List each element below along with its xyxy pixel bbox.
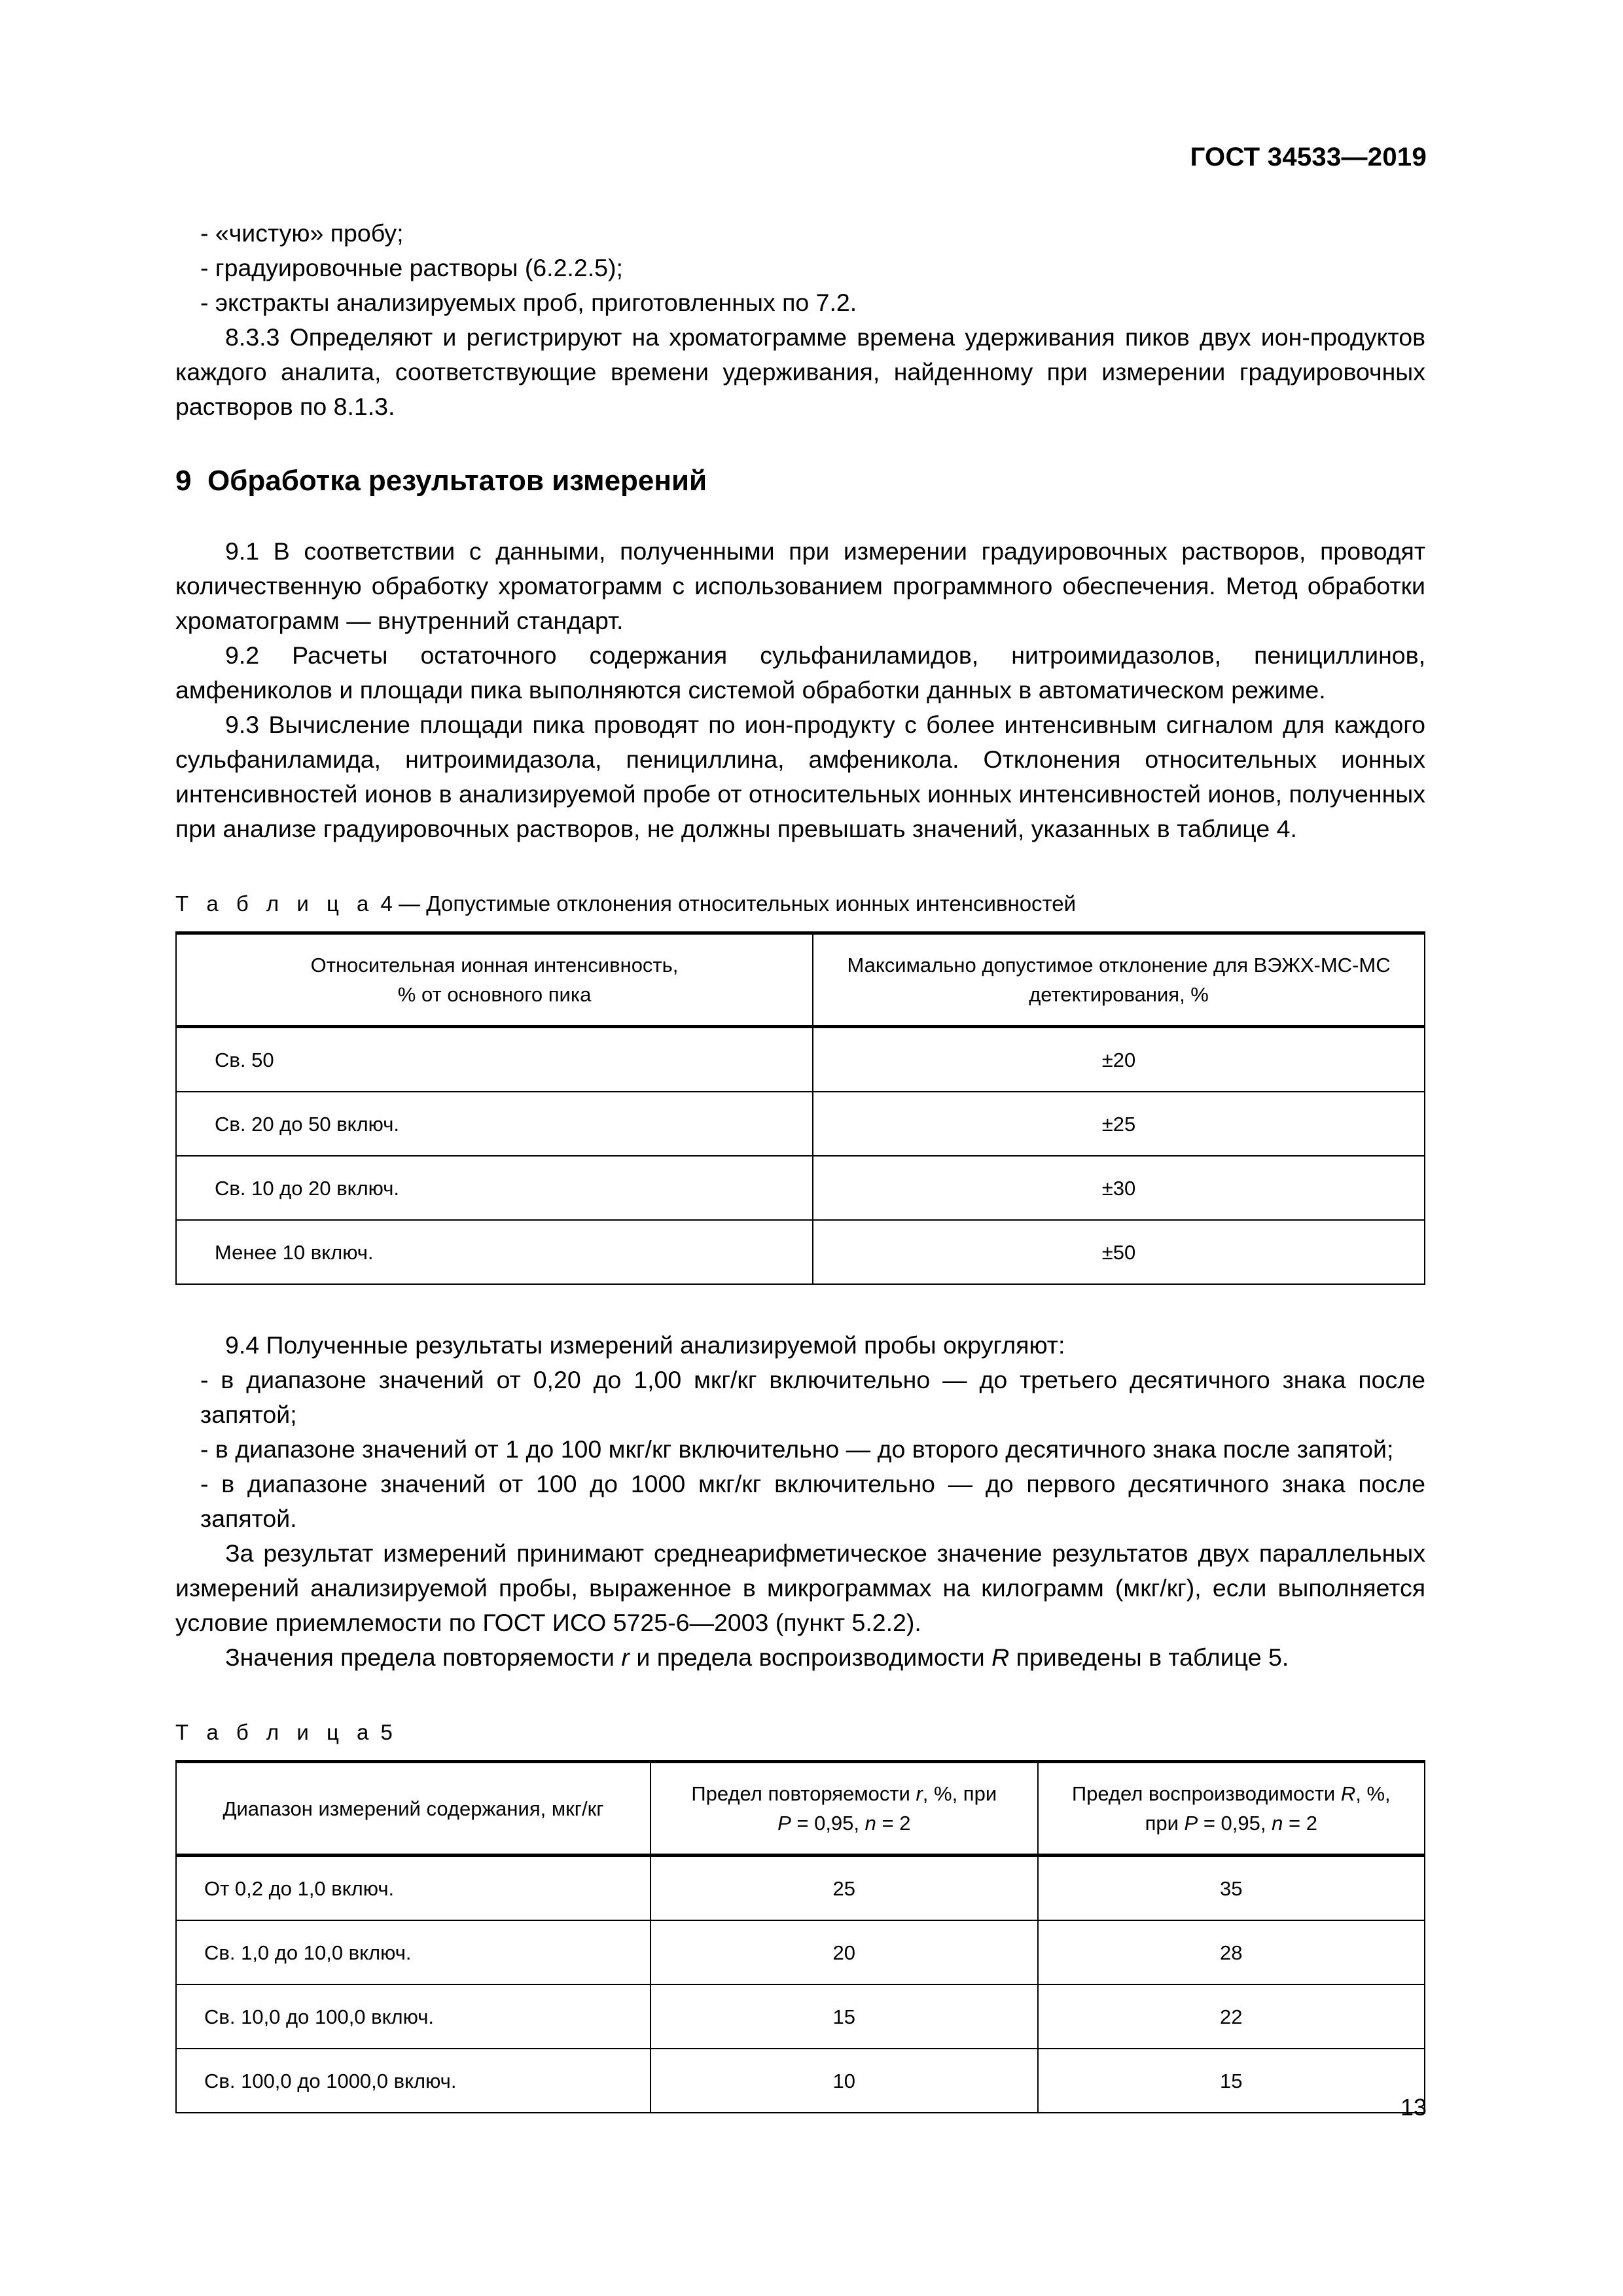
table5-header-cell-1 bbox=[176, 1762, 651, 1856]
table5-header-2-line1 bbox=[662, 1779, 1026, 1808]
symbol-n: n bbox=[1272, 1812, 1283, 1835]
table4-caption bbox=[175, 889, 1425, 918]
t5h3pre: при bbox=[1145, 1812, 1185, 1835]
table4-range-2: Св. 10 до 20 включ. bbox=[176, 1156, 813, 1220]
table-row bbox=[176, 1984, 1425, 2049]
table5-header-2-line2 bbox=[662, 1808, 1026, 1838]
symbol-r: r bbox=[916, 1782, 923, 1805]
symbol-R: R bbox=[1340, 1782, 1356, 1805]
page-number: 13 bbox=[1400, 2094, 1427, 2121]
t5h3a: Предел воспроизводимости bbox=[1071, 1782, 1341, 1805]
list-item: - экстракты анализируемых проб, приготовленных по 7.2. bbox=[200, 289, 857, 316]
list-item: - «чистую» пробу; bbox=[200, 219, 404, 247]
symbol-r: r bbox=[621, 1643, 630, 1671]
table5-r-0: 25 bbox=[651, 1856, 1037, 1921]
t5h3c: = 0,95, bbox=[1198, 1812, 1272, 1835]
symbol-P: P bbox=[1184, 1812, 1198, 1835]
paragraph-9-3: 9.3 Вычисление площади пика проводят по ион-продукту с более интенсивным сигналом для каждого сульфаниламида, нитроимидазола, пенициллина, амфеникола. Отклонения относительных ионных интенсивностей ионов в анализируемой пробе от относительных ионных интенсивностей ионов, полученных при анализе градуировочных растворов, не должны превышать значений, указанных в таблице 4. bbox=[175, 711, 1425, 842]
note-before-r: Значения предела повторяемости bbox=[225, 1643, 622, 1671]
table4-deviation-2: ±30 bbox=[813, 1156, 1425, 1220]
spacer bbox=[175, 1747, 1425, 1760]
table5-caption bbox=[175, 1718, 1425, 1747]
table5-r-3: 10 bbox=[651, 2049, 1037, 2113]
symbol-P: P bbox=[777, 1812, 791, 1835]
table5-header-1-text: Диапазон измерений содержания, мкг/кг bbox=[223, 1797, 604, 1820]
table5-R-0: 35 bbox=[1038, 1856, 1425, 1921]
table4-caption-word: Т а б л и ц а bbox=[175, 891, 375, 916]
table4-header-cell-2 bbox=[813, 933, 1425, 1027]
paragraph-repeatability-note bbox=[175, 1640, 1425, 1675]
table5-range-2: Св. 10,0 до 100,0 включ. bbox=[176, 1984, 651, 2049]
table-row bbox=[176, 1156, 1425, 1220]
t5h2d: = 2 bbox=[876, 1812, 911, 1835]
paragraph-9-4-b: - в диапазоне значений от 1 до 100 мкг/кг включительно — до второго десятичного знака после запятой; bbox=[200, 1435, 1394, 1463]
table4-header-1-line1: Относительная ионная интенсивность, bbox=[310, 954, 679, 977]
table-row bbox=[176, 1920, 1425, 1984]
standard-header: ГОСТ 34533—2019 bbox=[1190, 143, 1427, 171]
spacer bbox=[175, 846, 1425, 889]
table5-r-2: 15 bbox=[651, 1984, 1037, 2049]
note-after-R: приведены в таблице 5. bbox=[1009, 1643, 1289, 1671]
table-row bbox=[176, 2049, 1425, 2113]
table4-header-row bbox=[176, 933, 1425, 1027]
note-between: и предела воспроизводимости bbox=[629, 1643, 992, 1671]
paragraph-9-2: 9.2 Расчеты остаточного содержания сульфаниламидов, нитроимидазолов, пенициллинов, амфениколов и площади пика выполняются системой обработки данных в автоматическом режиме. bbox=[175, 641, 1425, 704]
paragraph-9-1: 9.1 В соответствии с данными, полученными при измерении градуировочных растворов, проводят количественную обработку хроматограмм с использованием программного обеспечения. Метод обработки хроматограмм — внутренний стандарт. bbox=[175, 537, 1425, 634]
table5-caption-number: 5 bbox=[380, 1720, 393, 1744]
section-title: Обработка результатов измерений bbox=[207, 465, 707, 497]
symbol-R: R bbox=[991, 1643, 1010, 1671]
symbol-n: n bbox=[865, 1812, 876, 1835]
table4-caption-number: 4 bbox=[380, 891, 393, 916]
table5-range-0: От 0,2 до 1,0 включ. bbox=[176, 1856, 651, 1921]
table-5 bbox=[175, 1760, 1425, 2113]
table4-deviation-3: ±50 bbox=[813, 1220, 1425, 1284]
section-heading-9 bbox=[175, 463, 1425, 499]
table-4 bbox=[175, 931, 1425, 1285]
table5-range-1: Св. 1,0 до 10,0 включ. bbox=[176, 1920, 651, 1984]
table4-range-3: Менее 10 включ. bbox=[176, 1220, 813, 1284]
t5h2c: = 0,95, bbox=[791, 1812, 865, 1835]
spacer bbox=[175, 499, 1425, 534]
paragraph-9-4-a: - в диапазоне значений от 0,20 до 1,00 мкг/кг включительно — до третьего десятичного знака после запятой; bbox=[200, 1366, 1425, 1428]
list-item: - градуировочные растворы (6.2.2.5); bbox=[200, 254, 623, 281]
paragraph-9-4-c: - в диапазоне значений от 100 до 1000 мкг/кг включительно — до первого десятичного знака после запятой. bbox=[200, 1470, 1425, 1532]
table4-header-1-line2: % от основного пика bbox=[397, 983, 592, 1006]
t5h2b: , %, при bbox=[922, 1782, 997, 1805]
spacer bbox=[175, 424, 1425, 463]
table5-R-3: 15 bbox=[1038, 2049, 1425, 2113]
paragraph-8-3-3: 8.3.3 Определяют и регистрируют на хроматограмме времена удерживания пиков двух ион-продуктов каждого аналита, соответствующие времени удерживания, найденному при измерении градуировочных растворов по 8.1.3. bbox=[175, 323, 1425, 420]
table-row bbox=[176, 1220, 1425, 1284]
table5-R-2: 22 bbox=[1038, 1984, 1425, 2049]
paragraph-result: За результат измерений принимают среднеарифметическое значение результатов двух параллельных измерений анализируемой пробы, выраженное в микрограммах на килограмм (мкг/кг), если выполняется условие приемлемости по ГОСТ ИСО 5725-6—2003 (пункт 5.2.2). bbox=[175, 1539, 1425, 1636]
table5-header-3-line2 bbox=[1049, 1808, 1414, 1838]
table-row bbox=[176, 1856, 1425, 1921]
t5h2a: Предел повторяемости bbox=[691, 1782, 916, 1805]
section-number: 9 bbox=[175, 465, 192, 497]
table-row bbox=[176, 1027, 1425, 1092]
table5-range-3: Св. 100,0 до 1000,0 включ. bbox=[176, 2049, 651, 2113]
table4-header-cell-1 bbox=[176, 933, 813, 1027]
table4-range-1: Св. 20 до 50 включ. bbox=[176, 1092, 813, 1156]
table4-header-2-line2: детектирования, % bbox=[1029, 983, 1209, 1006]
table4-deviation-0: ±20 bbox=[813, 1027, 1425, 1092]
table4-caption-text: — Допустимые отклонения относительных ионных интенсивностей bbox=[399, 891, 1077, 916]
table-row bbox=[176, 1092, 1425, 1156]
table4-range-0: Св. 50 bbox=[176, 1027, 813, 1092]
spacer bbox=[175, 1675, 1425, 1718]
spacer bbox=[175, 918, 1425, 931]
table5-header-3-line1 bbox=[1049, 1779, 1414, 1808]
spacer bbox=[175, 1285, 1425, 1328]
table5-caption-word: Т а б л и ц а bbox=[175, 1720, 375, 1744]
t5h3b: , %, bbox=[1355, 1782, 1391, 1805]
table5-header-cell-3 bbox=[1038, 1762, 1425, 1856]
table4-deviation-1: ±25 bbox=[813, 1092, 1425, 1156]
page-content bbox=[175, 216, 1425, 2113]
table5-header-row bbox=[176, 1762, 1425, 1856]
paragraph-9-4: 9.4 Полученные результаты измерений анализируемой пробы округляют: bbox=[225, 1331, 1065, 1359]
table4-header-2-line1: Максимально допустимое отклонение для ВЭЖХ-МС-МС bbox=[847, 954, 1391, 977]
t5h3d: = 2 bbox=[1283, 1812, 1317, 1835]
table5-R-1: 28 bbox=[1038, 1920, 1425, 1984]
table5-header-cell-2 bbox=[651, 1762, 1037, 1856]
table5-r-1: 20 bbox=[651, 1920, 1037, 1984]
